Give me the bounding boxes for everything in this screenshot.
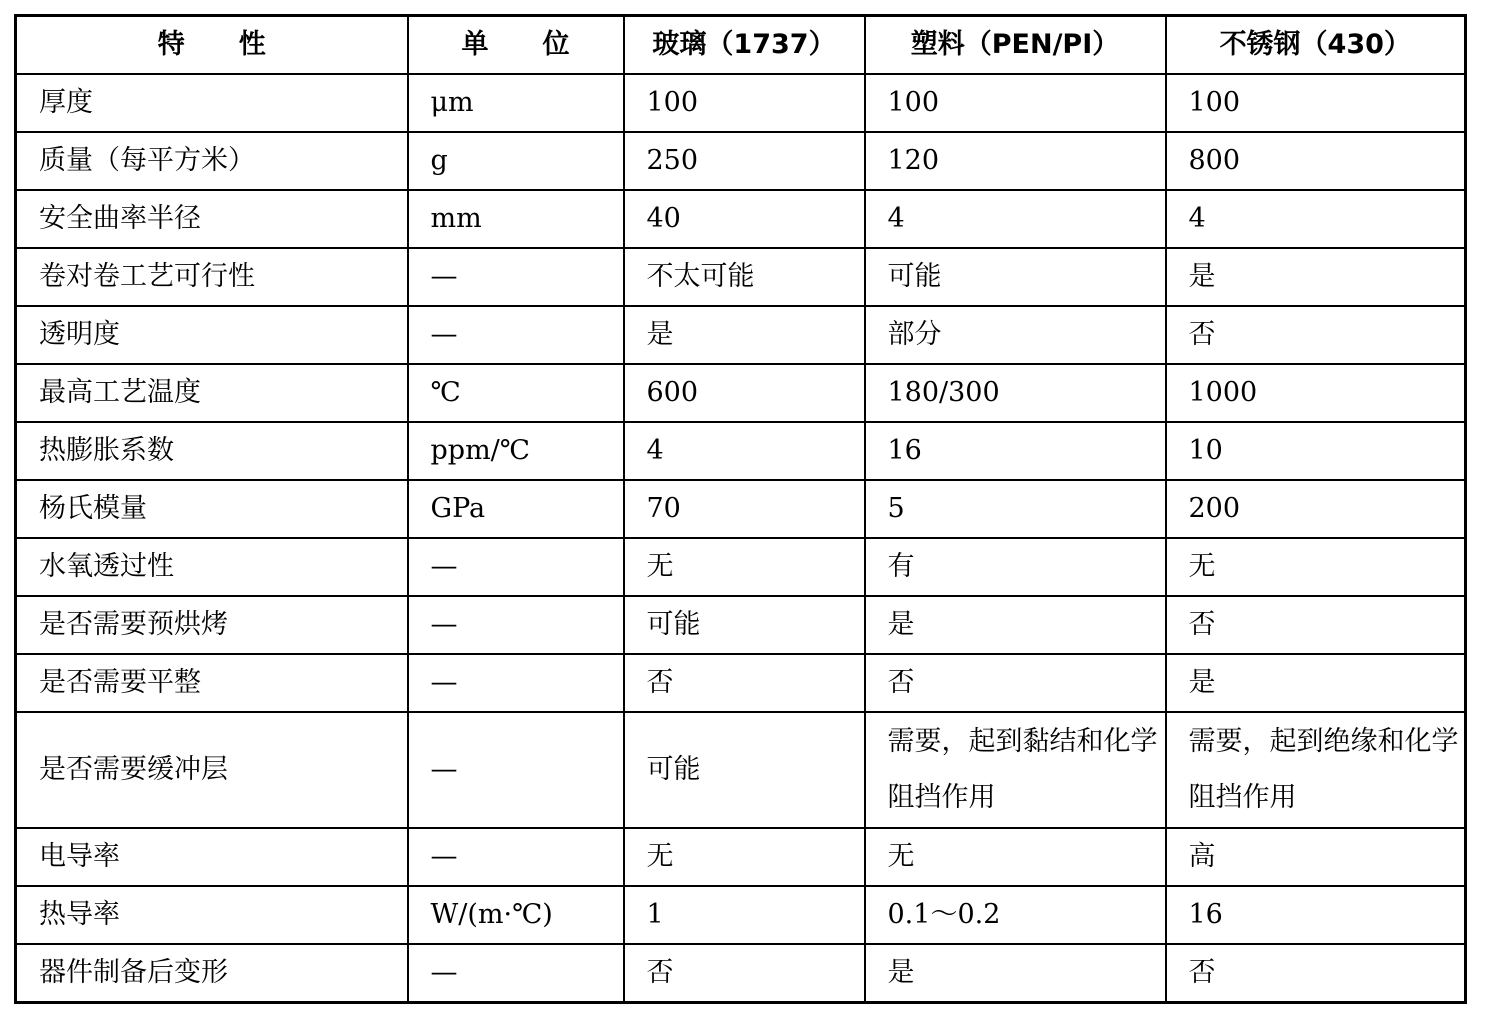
row-plastic-value: 0.1～0.2: [865, 886, 1166, 944]
table-row: [16, 828, 1466, 886]
row-steel-value: 是: [1166, 248, 1466, 306]
row-unit: —: [408, 654, 624, 712]
table-row: [16, 944, 1466, 1003]
row-glass-value: 是: [624, 306, 865, 364]
row-unit: —: [408, 712, 624, 828]
table-row: [16, 74, 1466, 132]
row-plastic-value: 100: [865, 74, 1166, 132]
header-unit: 单 位: [408, 16, 624, 75]
row-unit: —: [408, 306, 624, 364]
row-unit: —: [408, 248, 624, 306]
row-unit: GPa: [408, 480, 624, 538]
substrate-comparison-table: [14, 14, 1467, 1004]
row-plastic-value: 是: [865, 944, 1166, 1003]
row-glass-value: 70: [624, 480, 865, 538]
row-property: 安全曲率半径: [16, 190, 408, 248]
table-header-row: [16, 16, 1466, 75]
row-unit: —: [408, 596, 624, 654]
row-glass-value: 1: [624, 886, 865, 944]
row-unit: —: [408, 828, 624, 886]
row-unit: —: [408, 944, 624, 1003]
row-steel-value: 无: [1166, 538, 1466, 596]
table-row: [16, 654, 1466, 712]
row-steel-value: 800: [1166, 132, 1466, 190]
row-property: 质量（每平方米）: [16, 132, 408, 190]
row-property: 器件制备后变形: [16, 944, 408, 1003]
row-steel-value: 100: [1166, 74, 1466, 132]
row-property: 卷对卷工艺可行性: [16, 248, 408, 306]
row-unit: mm: [408, 190, 624, 248]
row-steel-value: 10: [1166, 422, 1466, 480]
header-glass: 玻璃（1737）: [624, 16, 865, 75]
row-plastic-value: 部分: [865, 306, 1166, 364]
table-row: [16, 364, 1466, 422]
row-property: 热导率: [16, 886, 408, 944]
row-glass-value: 40: [624, 190, 865, 248]
row-property: 杨氏模量: [16, 480, 408, 538]
row-plastic-value: 16: [865, 422, 1166, 480]
row-property: 是否需要平整: [16, 654, 408, 712]
row-plastic-value: 120: [865, 132, 1166, 190]
table-row: [16, 132, 1466, 190]
row-glass-value: 250: [624, 132, 865, 190]
row-property: 电导率: [16, 828, 408, 886]
row-unit: g: [408, 132, 624, 190]
row-glass-value: 100: [624, 74, 865, 132]
header-plastic: 塑料（PEN/PI）: [865, 16, 1166, 75]
row-plastic-value: 4: [865, 190, 1166, 248]
header-stainless-steel: 不锈钢（430）: [1166, 16, 1466, 75]
row-steel-value: 高: [1166, 828, 1466, 886]
row-property: 热膨胀系数: [16, 422, 408, 480]
table-row: [16, 306, 1466, 364]
row-steel-value: 4: [1166, 190, 1466, 248]
row-plastic-value: 可能: [865, 248, 1166, 306]
row-unit: ppm/℃: [408, 422, 624, 480]
table-row: [16, 422, 1466, 480]
row-plastic-value: 180/300: [865, 364, 1166, 422]
table-row: [16, 480, 1466, 538]
comparison-table-container: [14, 14, 1467, 1004]
row-steel-value: 否: [1166, 944, 1466, 1003]
row-unit: W/(m·℃): [408, 886, 624, 944]
row-glass-value: 无: [624, 828, 865, 886]
row-plastic-value: 否: [865, 654, 1166, 712]
row-glass-value: 可能: [624, 712, 865, 828]
row-property: 透明度: [16, 306, 408, 364]
row-glass-value: 可能: [624, 596, 865, 654]
header-property: 特 性: [16, 16, 408, 75]
row-property: 是否需要预烘烤: [16, 596, 408, 654]
row-steel-value: 否: [1166, 596, 1466, 654]
row-property: 是否需要缓冲层: [16, 712, 408, 828]
row-glass-value: 4: [624, 422, 865, 480]
row-plastic-value: 5: [865, 480, 1166, 538]
row-steel-value: 200: [1166, 480, 1466, 538]
row-plastic-value: 需要，起到黏结和化学阻挡作用: [865, 712, 1166, 828]
row-steel-value: 是: [1166, 654, 1466, 712]
row-property: 最高工艺温度: [16, 364, 408, 422]
row-property: 厚度: [16, 74, 408, 132]
row-glass-value: 600: [624, 364, 865, 422]
table-row: [16, 712, 1466, 828]
table-row: [16, 596, 1466, 654]
row-unit: μm: [408, 74, 624, 132]
table-row: [16, 248, 1466, 306]
row-steel-value: 否: [1166, 306, 1466, 364]
row-plastic-value: 有: [865, 538, 1166, 596]
table-row: [16, 886, 1466, 944]
row-unit: —: [408, 538, 624, 596]
table-row: [16, 190, 1466, 248]
row-glass-value: 不太可能: [624, 248, 865, 306]
row-property: 水氧透过性: [16, 538, 408, 596]
row-steel-value: 16: [1166, 886, 1466, 944]
table-row: [16, 538, 1466, 596]
row-glass-value: 无: [624, 538, 865, 596]
row-plastic-value: 无: [865, 828, 1166, 886]
row-plastic-value: 是: [865, 596, 1166, 654]
row-unit: ℃: [408, 364, 624, 422]
row-steel-value: 需要，起到绝缘和化学阻挡作用: [1166, 712, 1466, 828]
row-glass-value: 否: [624, 944, 865, 1003]
row-steel-value: 1000: [1166, 364, 1466, 422]
row-glass-value: 否: [624, 654, 865, 712]
